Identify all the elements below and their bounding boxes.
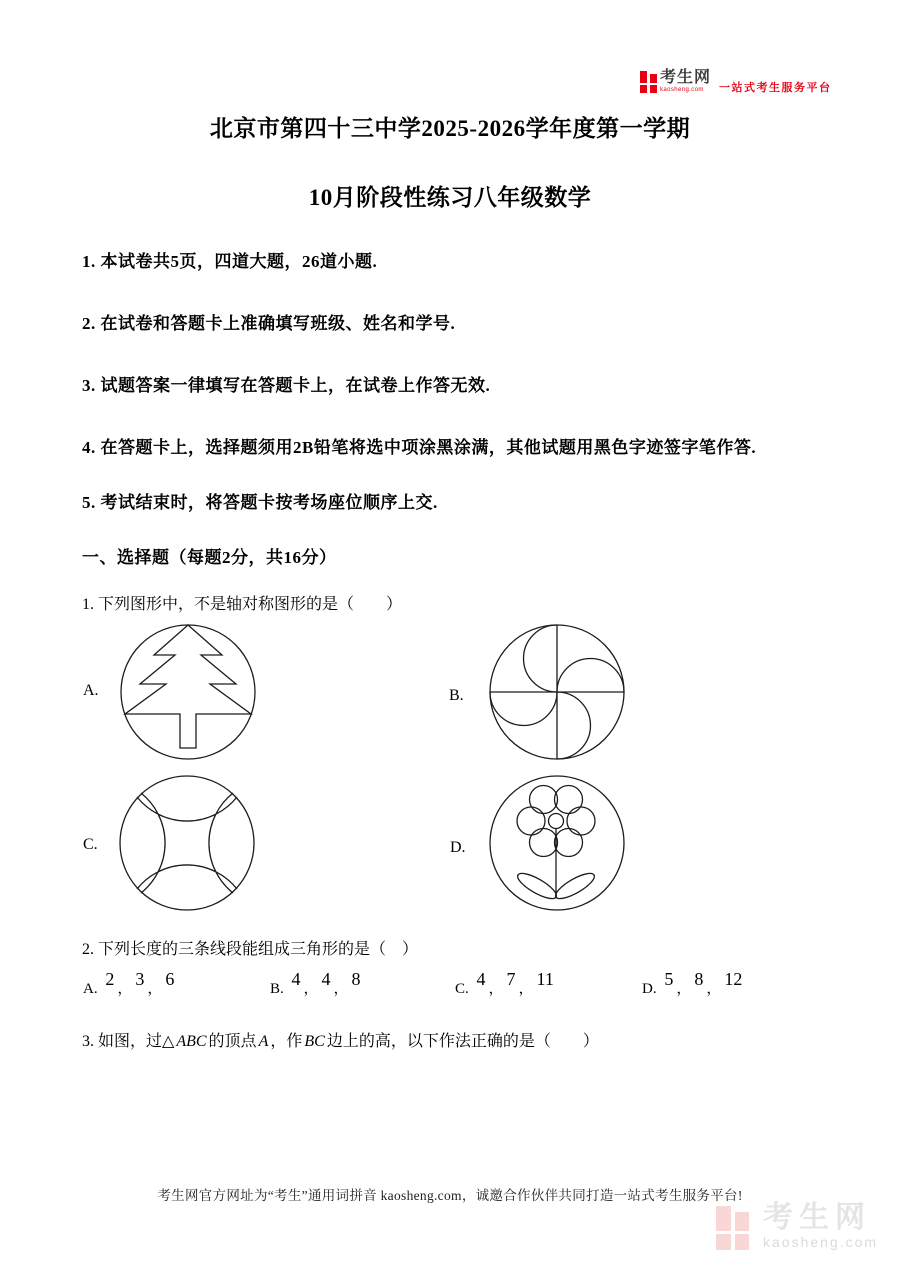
q3-math-a: A [258, 1033, 269, 1050]
brand-name: 考生网 [660, 69, 712, 86]
brand-tagline: 一站式考生服务平台 [719, 82, 832, 94]
kaosheng-watermark-icon [716, 1206, 749, 1250]
four-arcs-in-circle-figure [117, 773, 257, 913]
q3-text-part: 3. 如图，过 [82, 1033, 163, 1050]
logo-block [640, 71, 647, 83]
q2-option-d [642, 969, 744, 998]
separator: ， [488, 981, 504, 997]
q3-text-part: ，作 [270, 1033, 303, 1050]
q2-option-a-value: 2 [105, 969, 115, 989]
logo-block [716, 1234, 731, 1250]
q1-figure-a-tree-in-circle [118, 622, 258, 762]
q1-figure-c-four-arcs-in-circle [117, 773, 257, 913]
separator: ， [518, 981, 534, 997]
brand-domain: kaosheng.com [660, 87, 704, 93]
q2-option-a-value: 3 [135, 969, 145, 989]
kaosheng-watermark [716, 1203, 878, 1250]
q2-option-b-value: 4 [291, 969, 301, 989]
exam-title-line1: 北京市第四十三中学2025-2026学年度第一学期 [209, 116, 691, 141]
instruction-3: 3. 试题答案一律填写在答题卡上，在试卷上作答无效. [82, 376, 491, 395]
q2-option-a-value: 6 [165, 969, 175, 989]
q2-option-c-label: C. [455, 981, 469, 997]
watermark-text [763, 1203, 878, 1250]
watermark-domain: kaosheng.com [763, 1234, 879, 1250]
q2-option-b-label: B. [270, 981, 284, 997]
logo-block [716, 1206, 731, 1231]
kaosheng-logo-icon [640, 71, 657, 93]
instruction-5: 5. 考试结束时，将答题卡按考场座位顺序上交. [82, 493, 438, 512]
q1-option-d-label: D. [450, 839, 466, 856]
section-1-heading: 一、选择题（每题2分，共16分） [82, 548, 337, 567]
q2-option-d-label: D. [642, 981, 657, 997]
logo-block [735, 1212, 749, 1230]
instruction-1: 1. 本试卷共5页，四道大题，26道小题. [82, 252, 378, 271]
instruction-4: 4. 在答题卡上，选择题须用2B铅笔将选中项涂黑涂满，其他试题用黑色字迹签字笔作答. [82, 438, 757, 457]
logo-block [650, 74, 657, 83]
q2-option-c-value: 11 [536, 969, 554, 989]
watermark-brand: 考生网 [763, 1201, 871, 1234]
instruction-2: 2. 在试卷和答题卡上准确填写班级、姓名和学号. [82, 314, 456, 333]
question-2-text: 2. 下列长度的三条线段能组成三角形的是（ ） [82, 941, 419, 958]
q2-option-d-value: 12 [724, 969, 743, 989]
q3-math-bc: BC [304, 1033, 325, 1050]
triangle-symbol: △ [162, 1033, 175, 1050]
q3-math-abc: ABC [176, 1033, 207, 1050]
q1-figure-b-pinwheel-in-circle [487, 622, 627, 762]
q3-text-part: 的顶点 [208, 1033, 257, 1050]
q2-option-b-value: 8 [351, 969, 361, 989]
q2-option-d-value: 8 [694, 969, 704, 989]
logo-block [650, 85, 657, 93]
flower-in-circle-figure [487, 773, 627, 913]
kaosheng-logo [640, 70, 832, 95]
q2-option-c-value: 4 [476, 969, 486, 989]
separator: ， [303, 981, 319, 997]
q2-option-a [83, 969, 176, 998]
q1-option-a-label: A. [83, 682, 99, 699]
q2-option-c [455, 969, 556, 998]
separator: ， [706, 981, 722, 997]
question-1-text: 1. 下列图形中，不是轴对称图形的是（ ） [82, 596, 403, 613]
footer-text: 考生网官方网址为“考生”通用词拼音 kaosheng.com，诚邀合作伙伴共同打造一站式考生服务平台! [157, 1188, 743, 1203]
exam-title-line2: 10月阶段性练习八年级数学 [308, 185, 592, 210]
separator: ， [147, 981, 163, 997]
separator: ， [676, 981, 692, 997]
q2-option-c-value: 7 [506, 969, 516, 989]
q2-option-b [270, 969, 363, 998]
q2-option-b-value: 4 [321, 969, 331, 989]
brand-text [660, 70, 711, 93]
logo-block [640, 85, 647, 93]
pinwheel-in-circle-figure [487, 622, 627, 762]
q1-option-b-label: B. [449, 687, 464, 704]
q3-text-part: 边上的高，以下作法正确的是（ ） [326, 1033, 599, 1050]
tree-in-circle-figure [118, 622, 258, 762]
q2-option-d-value: 5 [664, 969, 674, 989]
question-3-text [82, 1028, 599, 1051]
q2-option-a-label: A. [83, 981, 98, 997]
separator: ， [117, 981, 133, 997]
logo-block [735, 1234, 749, 1250]
separator: ， [333, 981, 349, 997]
q1-figure-d-flower-in-circle [487, 773, 627, 913]
q1-option-c-label: C. [83, 836, 98, 853]
